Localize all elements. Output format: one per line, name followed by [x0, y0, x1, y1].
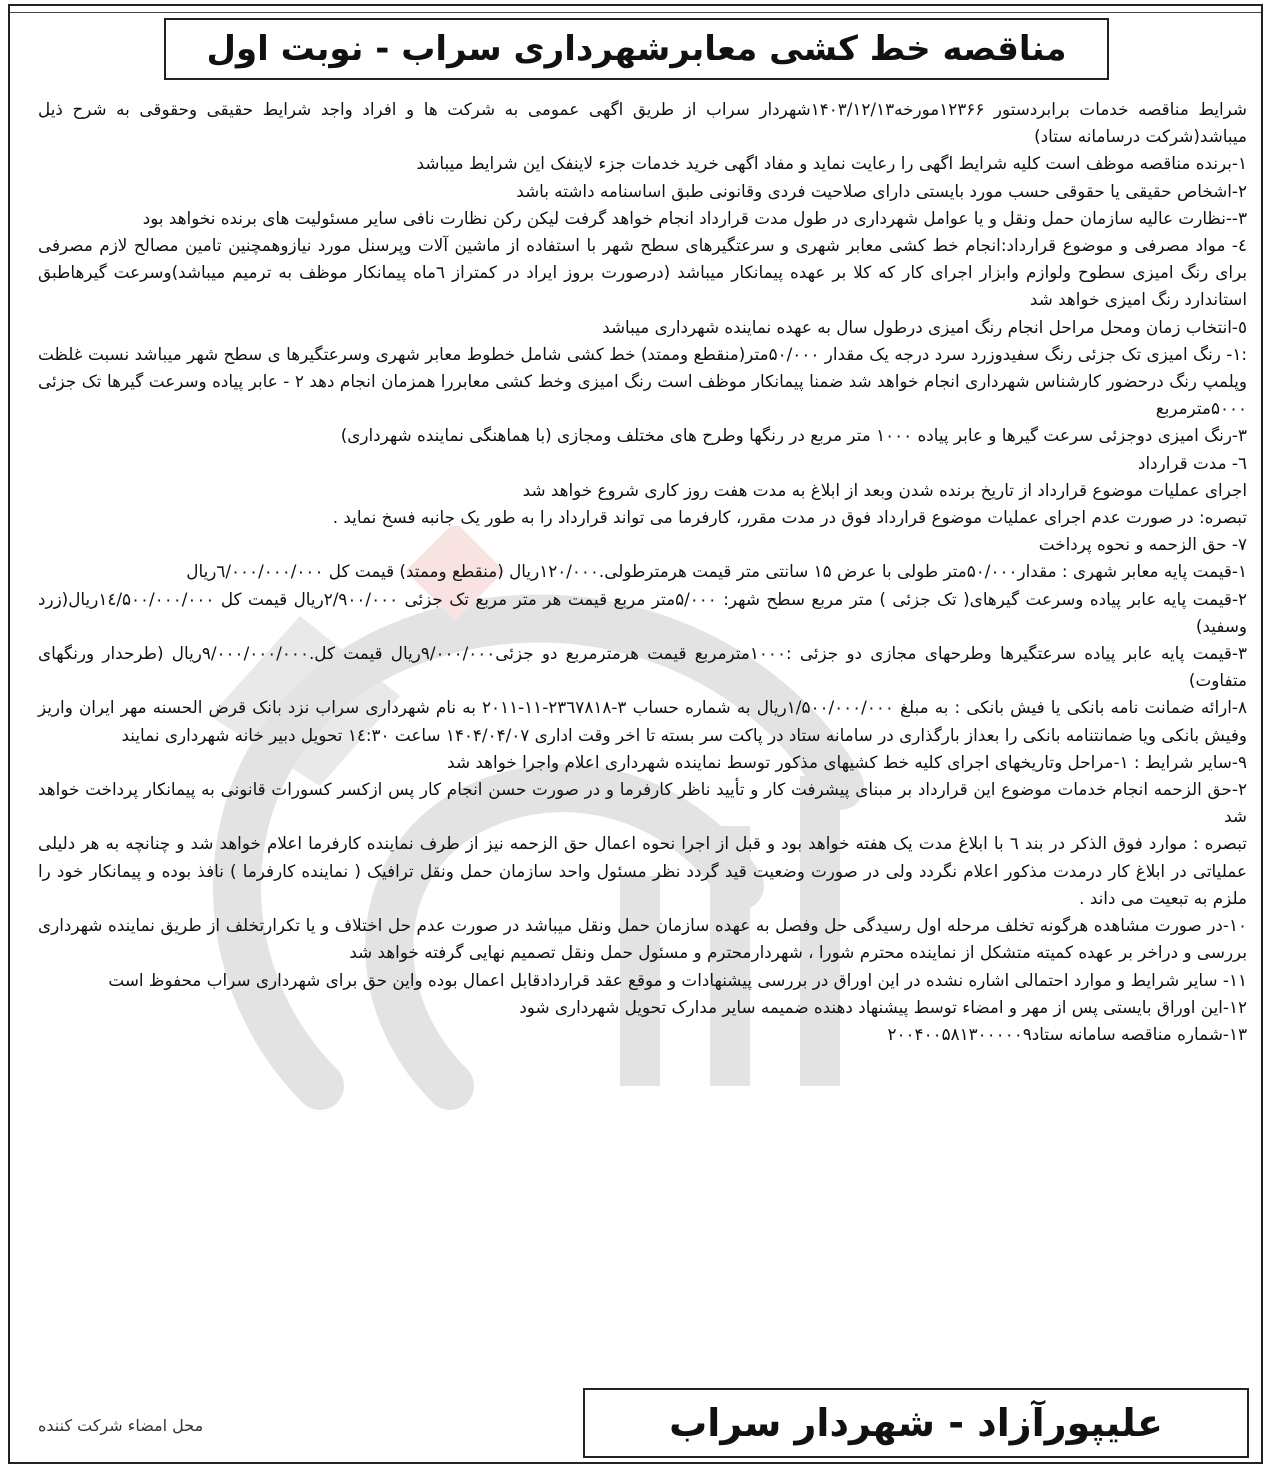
paragraph: :۱- رنگ امیزی تک جزئی رنگ سفیدوزرد سرد درجه یک مقدار ۵۰/۰۰۰متر(منقطع وممتد) خط کشی شامل خطوط معابر شهری وسرعتگیرها ی سطح شهر میباشد نسبت غلظت وپلمپ رنگ درحضور کارشناس شهرداری انجام خواهد شد ضمنا پیمانکار موظف است رنگ امیزی وخط کشی معابررا همزمان انجام دهد ۲ - عابر پیاده وسرعت گیرها تک جزئی ۵۰۰۰مترمربع	[38, 343, 1247, 419]
paragraph: ۳-رنگ امیزی دوجزئی سرعت گیرها و عابر پیاده ۱۰۰۰ متر مربع در رنگها وطرح های مختلف ومجازی (با هماهنگی نماینده شهرداری)	[340, 425, 1247, 446]
paragraph: ۱۲-این اوراق بایستی پس از مهر و امضاء توسط پیشنهاد دهنده ضمیمه سایر مدارک تحویل شهرداری شود	[519, 996, 1247, 1017]
paragraph: ٦- مدت قرارداد	[1138, 452, 1247, 473]
paragraph: ۱۰-در صورت مشاهده هرگونه تخلف مرحله اول رسیدگی حل وفصل به عهده سازمان حمل ونقل میباشد در صورت عدم حل اختلاف و یا تکرارتخلف از طریق نماینده شهرداری بررسی و دراخر بر عهده کمیته متشکل از نماینده محترم شورا ، شهردارمحترم و مسئول حمل ونقل تصمیم نهایی گرفته خواهد شد	[38, 915, 1247, 963]
paragraph: ۱۱- سایر شرایط و موارد احتمالی اشاره نشده در این اوراق در بررسی پیشنهادات و موقع عقد قراردادقابل اعمال بوده واین حق برای شهرداری سراب محفوظ است	[108, 969, 1247, 990]
paragraph: ٥-انتخاب زمان ومحل مراحل انجام رنگ امیزی درطول سال به عهده نماینده شهرداری میباشد	[602, 316, 1247, 337]
page-title: مناقصه خط کشی معابرشهرداری سراب - نوبت اول	[206, 29, 1067, 69]
paragraph: ۲-حق الزحمه انجام خدمات موضوع این قرارداد بر مبنای پیشرفت کار و تأیید ناظر کارفرما و در صورت حسن انجام کار پس ازکسر کسورات قانونی به پیمانکار پرداخت خواهد شد	[38, 779, 1247, 827]
paragraph: ۲-اشخاص حقیقی یا حقوقی حسب مورد بایستی دارای صلاحیت فردی وقانونی طبق اساسنامه داشته باشد	[516, 180, 1247, 201]
paragraph: ۸-ارائه ضمانت نامه بانکی یا فیش بانکی : به مبلغ ۱/۵۰۰/۰۰۰/۰۰۰ریال به شماره حساب ۳-۲۳٦۷۸۱۸-۱۱-۲۰۱۱ به نام شهرداری سراب نزد بانک قرض الحسنه مهر ایران واریز وفیش بانکی ویا ضمانتنامه بانکی را بعداز بارگذاری در سامانه ستاد در پاکت سر بسته تا اخر وقت اداری ۱۴۰۴/۰۴/۰۷ ساعت ۱٤:۳۰ تحویل دبیر خانه شهرداری نمایند	[38, 697, 1247, 745]
top-rule	[10, 6, 1261, 13]
paragraph: ٤- مواد مصرفی و موضوع قرارداد:انجام خط کشی معابر شهری و سرعتگیرهای سطح شهر با استفاده از ماشین آلات وپرسنل مورد نیازوهمچنین تامین مصالح لازم مصرفی برای رنگ امیزی سطوح ولوازم وابزار اجرای کار که کلا بر عهده پیمانکار میباشد (درصورت بروز ایراد در کمتراز ٦ماه پیمانکار موظف به ترمیم میباشد)وسرعت گیرهاطبق استاندارد رنگ امیزی خواهد شد	[38, 235, 1247, 310]
title-box	[164, 18, 1109, 80]
paragraph: ۲-قیمت پایه عابر پیاده وسرعت گیرهای( تک جزئی ) متر مربع سطح شهر: ۵/۰۰۰متر مربع قیمت هر متر مربع تک جزئی ۲/۹۰۰/۰۰۰ریال قیمت کل ۱٤/۵۰۰/۰۰۰/۰۰۰ریال(زرد وسفید)	[38, 588, 1248, 636]
signature-text: علیپورآزاد - شهردار سراب	[669, 1401, 1163, 1445]
tender-conditions	[38, 96, 1247, 1048]
paragraph: تبصره: در صورت عدم اجرای عملیات موضوع قرارداد فوق در مدت مقرر، کارفرما می تواند قرارداد را به طور یک جانبه فسخ نماید .	[332, 507, 1247, 528]
paragraph: ۱۳-شماره مناقصه سامانه ستاد۲۰۰۴۰۰۵۸۱۳۰۰۰۰۰۹	[887, 1023, 1247, 1044]
seal-label: محل امضاء شرکت کننده	[38, 1416, 204, 1435]
paragraph: ۳-قیمت پایه عابر پیاده سرعتگیرها وطرحهای مجازی دو جزئی :۱۰۰۰مترمربع قیمت هرمترمربع دو جزئی۹/۰۰۰/۰۰۰ریال قیمت کل.۹/۰۰۰/۰۰۰/۰۰۰ریال (طرحدار ورنگهای متفاوت)	[38, 643, 1248, 691]
paragraph: اجرای عملیات موضوع قرارداد از تاریخ برنده شدن وبعد از ابلاغ به مدت هفت روز کاری شروع خواهد شد	[522, 479, 1247, 500]
paragraph: ۷- حق الزحمه و نحوه پرداخت	[1038, 534, 1247, 555]
paragraph: ۳--نظارت عالیه سازمان حمل ونقل و یا عوامل شهرداری در طول مدت قرارداد انجام خواهد گرفت لیکن رکن نظارت نافی سایر مسئولیت های برنده نخواهد بود	[142, 207, 1247, 228]
paragraph: شرایط مناقصه خدمات برابردستور ۱۲۳۶۶مورخه۱۴۰۳/۱۲/۱۳شهردار سراب از طریق اگهی عمومی به شرکت ها و افراد واجد شرایط حقیقی وحقوقی به شرح ذیل میباشد(شرکت درسامانه ستاد)	[38, 99, 1247, 147]
paragraph: تبصره : موارد فوق الذکر در بند ٦ با ابلاغ مدت یک هفته خواهد بود و قبل از اجرا نحوه اعمال حق الزحمه نیز از طرف نماینده کارفرما اعلام خواهد شد و چنانچه به هر دلیلی عملیاتی در ابلاغ کار درمدت مذکور اعلام نگردد ولی در صورت وضعیت قید گردد نظر مسئول واحد سازمان حمل ونقل ترافیک ( نماینده کارفرما ) نافذ بوده و پیمانکار خود را ملزم به تبعیت می داند .	[38, 833, 1247, 908]
signature-box	[583, 1388, 1249, 1458]
paragraph: ۱-قیمت پایه معابر شهری : مقدار۵۰/۰۰۰متر طولی با عرض ۱۵ سانتی متر قیمت هرمترطولی.۱۲۰/۰۰۰ریال (منقطع وممتد) قیمت کل ٦/۰۰۰/۰۰۰/۰۰۰ریال	[186, 561, 1247, 582]
paragraph: ۹-سایر شرایط : ۱-مراحل وتاریخهای اجرای کلیه خط کشیهای مذکور توسط نماینده شهرداری اعلام واجرا خواهد شد	[447, 751, 1247, 772]
tender-notice-page	[8, 4, 1263, 1464]
paragraph: ۱-برنده مناقصه موظف است کلیه شرایط اگهی را رعایت نماید و مفاد اگهی خرید خدمات جزء لاینفک این شرایط میباشد	[416, 153, 1247, 174]
